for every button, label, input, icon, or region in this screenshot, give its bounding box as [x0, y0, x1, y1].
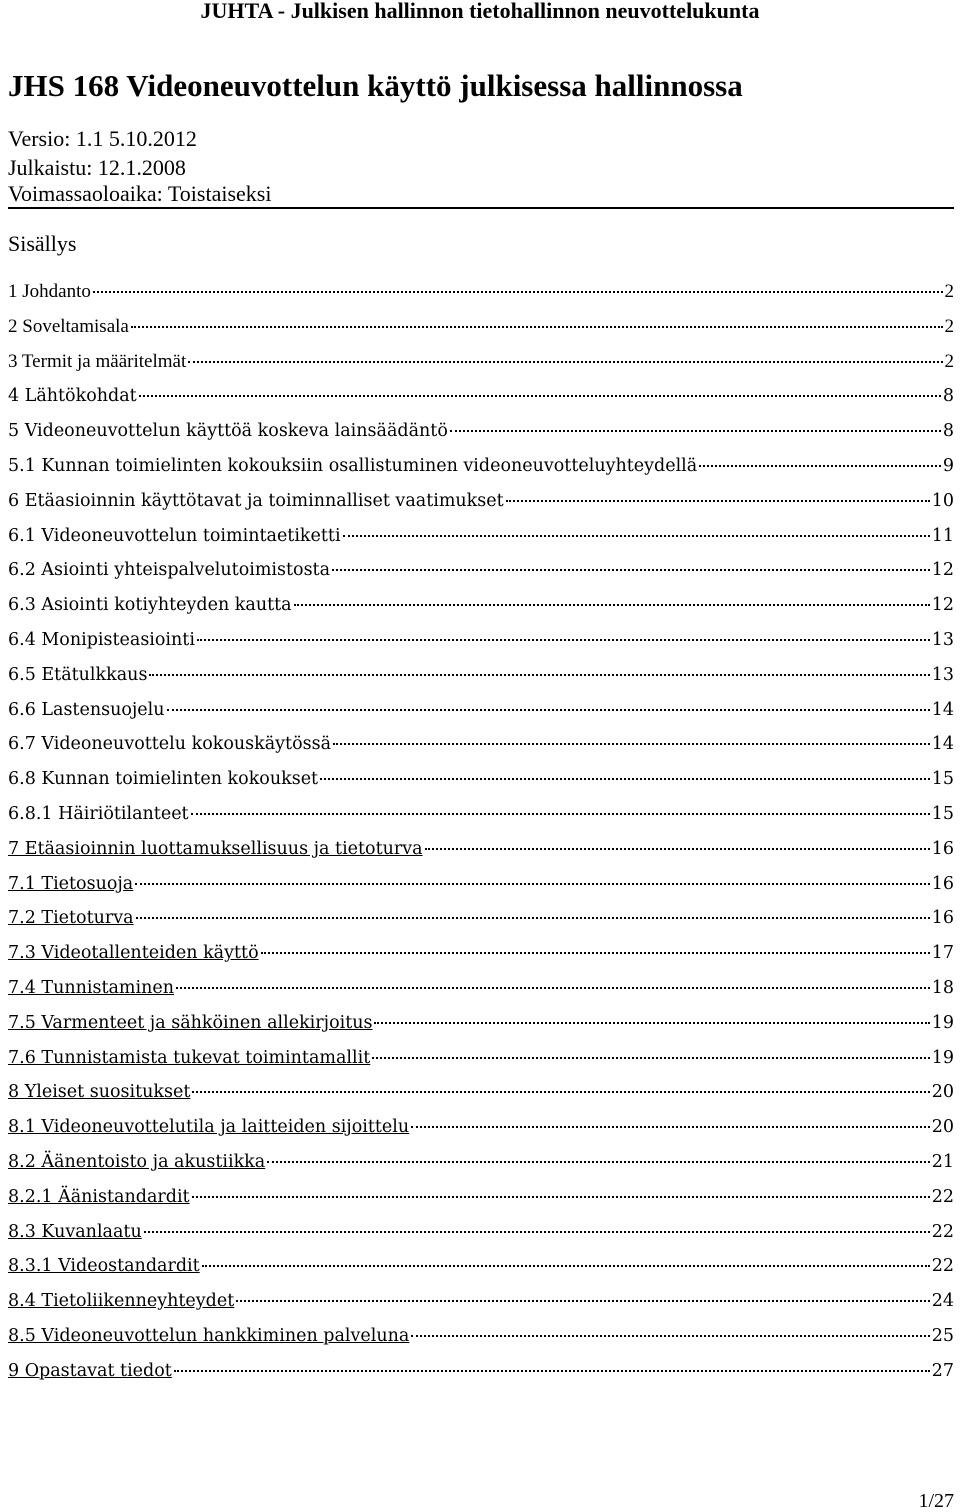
toc-leader [236, 1300, 929, 1302]
toc-entry-page: 14 [931, 734, 954, 755]
toc-entry-1[interactable] [8, 279, 954, 314]
toc-entry-6-6[interactable] [8, 697, 954, 732]
toc-entry-label: 8.3 Kuvanlaatu [8, 1221, 142, 1242]
toc-entry-7-1[interactable] [8, 871, 954, 906]
toc-leader [139, 395, 941, 397]
toc-entry-page: 25 [931, 1325, 954, 1346]
toc-entry-page: 18 [931, 977, 954, 998]
toc-entry-label: 7.2 Tietoturva [8, 908, 134, 929]
toc-entry-6-7[interactable] [8, 731, 954, 766]
toc-entry-page: 17 [931, 943, 954, 964]
toc-entry-label: 6.6 Lastensuojelu [8, 699, 165, 720]
toc-entry-page: 2 [944, 315, 954, 337]
toc-entry-label: 9 Opastavat tiedot [8, 1360, 172, 1381]
document-header: JUHTA - Julkisen hallinnon tietohallinnon neuvottelukunta [200, 0, 760, 23]
toc-entry-6[interactable] [8, 488, 954, 523]
toc-entry-label: 6.3 Asiointi kotiyhteyden kautta [8, 595, 292, 616]
toc-entry-label: 2 Soveltamisala [8, 315, 129, 337]
toc-entry-5-1[interactable] [8, 453, 954, 488]
contents-heading: Sisällys [8, 231, 77, 256]
toc-entry-7-3[interactable] [8, 940, 954, 975]
toc-entry-8-2-1[interactable] [8, 1184, 954, 1219]
toc-entry-8-5[interactable] [8, 1323, 954, 1358]
toc-entry-7-4[interactable] [8, 975, 954, 1010]
toc-entry-7[interactable] [8, 836, 954, 871]
toc-entry-6-1[interactable] [8, 523, 954, 558]
toc-entry-4[interactable] [8, 383, 954, 418]
toc-leader [167, 709, 930, 711]
toc-entry-label: 6.7 Videoneuvottelu kokouskäytössä [8, 734, 332, 755]
toc-entry-page: 8 [942, 421, 954, 442]
document-title: JHS 168 Videoneuvottelun käyttö julkisessa hallinnossa [8, 68, 743, 103]
toc-entry-label: 5 Videoneuvottelun käyttöä koskeva lainsäädäntö [8, 421, 448, 442]
toc-entry-label: 7 Etäasioinnin luottamuksellisuus ja tietoturva [8, 838, 423, 859]
toc-leader [699, 465, 941, 467]
toc-leader [267, 1161, 929, 1163]
toc-entry-5[interactable] [8, 418, 954, 453]
toc-entry-page: 2 [944, 281, 954, 302]
toc-leader [136, 917, 930, 919]
toc-entry-label: 7.6 Tunnistamista tukevat toimintamallit [8, 1047, 371, 1068]
toc-leader [372, 1057, 929, 1059]
toc-leader [506, 500, 930, 502]
toc-entry-label: 8 Yleiset suositukset [8, 1082, 191, 1103]
toc-entry-8-3[interactable] [8, 1219, 954, 1254]
toc-entry-label: 6.8 Kunnan toimielinten kokoukset [8, 769, 319, 790]
toc-entry-label: 6 Etäasioinnin käyttötavat ja toiminnalliset vaatimukset [8, 490, 504, 511]
toc-leader [176, 987, 930, 989]
toc-entry-page: 16 [931, 908, 954, 929]
toc-entry-page: 22 [931, 1186, 954, 1207]
toc-leader [333, 743, 930, 745]
toc-leader [149, 674, 929, 676]
toc-entry-page: 13 [931, 664, 954, 685]
toc-entry-label: 8.2.1 Äänistandardit [8, 1186, 190, 1207]
toc-leader [188, 361, 942, 363]
toc-entry-page: 20 [931, 1117, 954, 1138]
toc-entry-7-5[interactable] [8, 1010, 954, 1045]
toc-leader [343, 535, 930, 537]
toc-entry-page: 11 [931, 525, 954, 546]
toc-entry-8-1[interactable] [8, 1114, 954, 1149]
toc-leader [261, 952, 930, 954]
toc-entry-page: 21 [931, 1151, 954, 1172]
toc-entry-9[interactable] [8, 1358, 954, 1393]
toc-entry-label: 4 Lähtökohdat [8, 386, 137, 407]
toc-entry-page: 15 [931, 769, 954, 790]
toc-entry-6-8-1[interactable] [8, 801, 954, 836]
toc-entry-page: 20 [931, 1082, 954, 1103]
toc-entry-page: 10 [931, 490, 954, 511]
toc-entry-page: 19 [931, 1047, 954, 1068]
toc-leader [320, 778, 930, 780]
toc-leader [192, 1196, 930, 1198]
published-line: Julkaistu: 12.1.2008 [8, 155, 186, 180]
toc-entry-label: 8.5 Videoneuvottelun hankkiminen palveluna [8, 1325, 410, 1346]
toc-leader [450, 430, 941, 432]
toc-entry-page: 27 [931, 1360, 954, 1381]
version-line: Versio: 1.1 5.10.2012 [8, 126, 197, 151]
toc-leader [131, 326, 943, 328]
toc-entry-page: 15 [931, 803, 954, 824]
toc-entry-label: 8.2 Äänentoisto ja akustiikka [8, 1151, 266, 1172]
toc-entry-label: 8.4 Tietoliikenneyhteydet [8, 1291, 235, 1312]
toc-leader [144, 1231, 930, 1233]
toc-entry-label: 6.1 Videoneuvottelun toimintaetiketti [8, 525, 341, 546]
toc-entry-label: 8.3.1 Videostandardit [8, 1256, 200, 1277]
toc-entry-3[interactable] [8, 349, 954, 384]
page-number: 1/27 [918, 1490, 954, 1512]
toc-entry-6-3[interactable] [8, 592, 954, 627]
toc-leader [174, 1370, 930, 1372]
toc-entry-8-4[interactable] [8, 1288, 954, 1323]
toc-entry-page: 12 [931, 595, 954, 616]
toc-leader [202, 1265, 930, 1267]
toc-leader [191, 813, 930, 815]
toc-leader [294, 604, 930, 606]
toc-entry-label: 3 Termit ja määritelmät [8, 350, 187, 372]
toc-entry-page: 16 [931, 873, 954, 894]
toc-entry-7-6[interactable] [8, 1045, 954, 1080]
toc-entry-2[interactable] [8, 314, 954, 349]
toc-entry-page: 13 [931, 629, 954, 650]
toc-entry-page: 12 [931, 560, 954, 581]
toc-entry-8-2[interactable] [8, 1149, 954, 1184]
toc-entry-page: 24 [931, 1291, 954, 1312]
toc-entry-6-4[interactable] [8, 627, 954, 662]
validity-line: Voimassaoloaika: Toistaiseksi [8, 181, 272, 206]
toc-leader [374, 1022, 929, 1024]
toc-entry-page: 19 [931, 1012, 954, 1033]
toc-leader [197, 639, 930, 641]
toc-entry-page: 14 [931, 699, 954, 720]
toc-entry-label: 6.2 Asiointi yhteispalvelutoimistosta [8, 560, 331, 581]
toc-entry-page: 22 [931, 1256, 954, 1277]
toc-entry-label: 7.3 Videotallenteiden käyttö [8, 943, 259, 964]
table-of-contents [8, 279, 954, 1393]
toc-entry-page: 9 [942, 455, 954, 476]
toc-leader [332, 569, 930, 571]
toc-entry-6-2[interactable] [8, 557, 954, 592]
toc-entry-8-3-1[interactable] [8, 1253, 954, 1288]
toc-entry-6-8[interactable] [8, 766, 954, 801]
toc-entry-label: 6.5 Etätulkkaus [8, 664, 148, 685]
toc-entry-page: 16 [931, 838, 954, 859]
toc-entry-7-2[interactable] [8, 905, 954, 940]
toc-leader [93, 291, 943, 293]
toc-entry-label: 7.5 Varmenteet ja sähköinen allekirjoitus [8, 1012, 373, 1033]
toc-entry-8[interactable] [8, 1079, 954, 1114]
toc-entry-page: 22 [931, 1221, 954, 1242]
toc-leader [192, 1091, 929, 1093]
toc-entry-label: 7.4 Tunnistaminen [8, 977, 175, 998]
toc-entry-label: 7.1 Tietosuoja [8, 873, 134, 894]
header-divider [8, 207, 954, 209]
toc-entry-page: 8 [942, 386, 954, 407]
toc-entry-page: 2 [944, 350, 954, 372]
toc-entry-label: 5.1 Kunnan toimielinten kokouksiin osallistuminen videoneuvotteluyhteydellä [8, 455, 698, 476]
toc-entry-label: 6.8.1 Häiriötilanteet [8, 803, 189, 824]
toc-entry-label: 6.4 Monipisteasiointi [8, 629, 195, 650]
toc-entry-label: 1 Johdanto [8, 281, 91, 302]
toc-entry-label: 8.1 Videoneuvottelutila ja laitteiden sijoittelu [8, 1117, 410, 1138]
toc-leader [425, 848, 930, 850]
toc-entry-6-5[interactable] [8, 662, 954, 697]
toc-leader [411, 1126, 930, 1128]
toc-leader [135, 883, 929, 885]
toc-leader [411, 1335, 929, 1337]
